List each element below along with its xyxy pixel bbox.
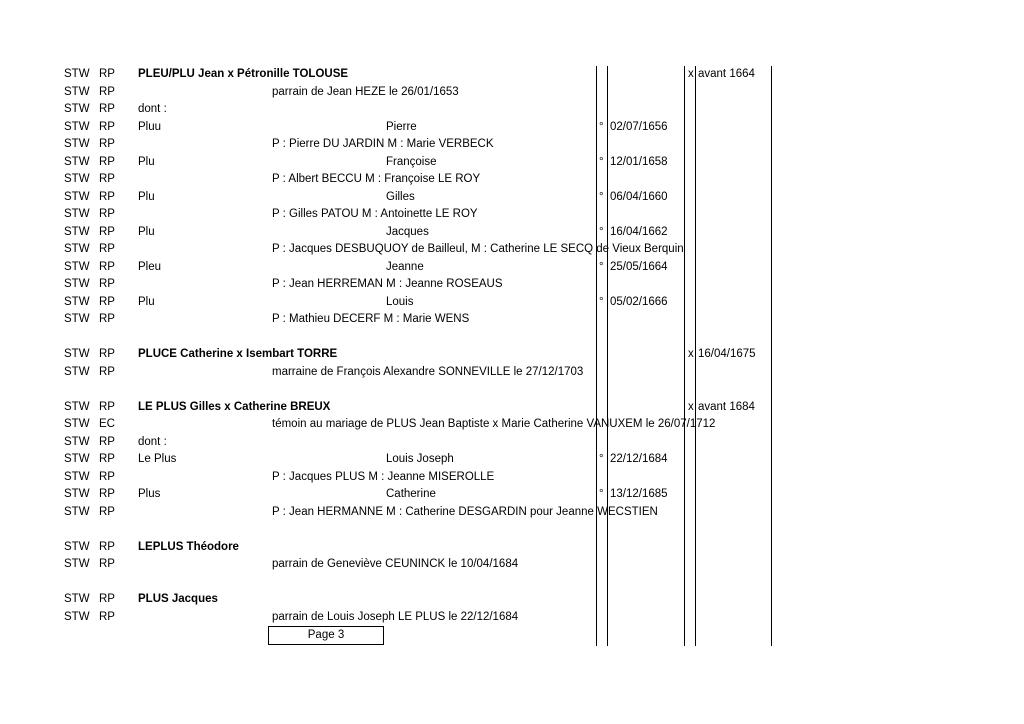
birth-symbol: ° bbox=[599, 190, 604, 203]
table-row bbox=[0, 469, 1024, 486]
blank-row bbox=[0, 329, 1024, 346]
given-name: Gilles bbox=[386, 190, 415, 203]
table-row bbox=[0, 416, 1024, 433]
register-type: RP bbox=[99, 103, 115, 115]
marriage-symbol: x bbox=[688, 68, 694, 80]
table-row bbox=[0, 119, 1024, 136]
table-row bbox=[0, 189, 1024, 206]
table-row bbox=[0, 241, 1024, 258]
table-row bbox=[0, 591, 1024, 608]
register-type: RP bbox=[99, 173, 115, 185]
marriage-symbol: x bbox=[688, 348, 694, 360]
given-name: Catherine bbox=[386, 488, 436, 500]
table-row bbox=[0, 206, 1024, 223]
given-name: Louis bbox=[386, 295, 414, 308]
table-row bbox=[0, 539, 1024, 556]
table-row bbox=[0, 154, 1024, 171]
register-type: RP bbox=[99, 470, 115, 483]
register-type: RP bbox=[99, 190, 115, 203]
register-type: RP bbox=[99, 120, 115, 133]
parish-code: STW bbox=[64, 138, 90, 150]
detail-text: parrain de Louis Joseph LE PLUS le 22/12/1684 bbox=[272, 610, 519, 623]
parish-code: STW bbox=[64, 68, 90, 80]
register-type: RP bbox=[99, 295, 115, 308]
parish-code: STW bbox=[64, 295, 90, 308]
parish-code: STW bbox=[64, 155, 90, 168]
baptism-date: 02/07/1656 bbox=[610, 120, 668, 133]
table-row bbox=[0, 84, 1024, 101]
table-row bbox=[0, 294, 1024, 311]
surname-or-heading: dont : bbox=[138, 103, 167, 115]
table-row bbox=[0, 451, 1024, 468]
given-name: Françoise bbox=[386, 155, 437, 168]
register-type: RP bbox=[99, 85, 115, 98]
parish-code: STW bbox=[64, 85, 90, 98]
baptism-date: 13/12/1685 bbox=[610, 488, 668, 500]
register-type: RP bbox=[99, 348, 115, 360]
given-name: Louis Joseph bbox=[386, 453, 454, 465]
parish-code: STW bbox=[64, 103, 90, 115]
baptism-date: 22/12/1684 bbox=[610, 453, 668, 465]
detail-text: P : Gilles PATOU M : Antoinette LE ROY bbox=[272, 208, 478, 220]
surname-or-heading: Plu bbox=[138, 190, 155, 203]
table-row bbox=[0, 504, 1024, 521]
table-row bbox=[0, 434, 1024, 451]
register-type: RP bbox=[99, 155, 115, 168]
parish-code: STW bbox=[64, 348, 90, 360]
register-type: RP bbox=[99, 558, 115, 570]
blank-row bbox=[0, 574, 1024, 591]
detail-text: P : Pierre DU JARDIN M : Marie VERBECK bbox=[272, 138, 494, 150]
register-type: RP bbox=[99, 243, 115, 255]
table-row bbox=[0, 259, 1024, 276]
parish-code: STW bbox=[64, 260, 90, 273]
surname-or-heading: LE PLUS Gilles x Catherine BREUX bbox=[138, 400, 331, 413]
register-type: RP bbox=[99, 453, 115, 465]
birth-symbol: ° bbox=[599, 155, 604, 168]
register-type: RP bbox=[99, 278, 115, 290]
baptism-date: 05/02/1666 bbox=[610, 295, 668, 308]
parish-code: STW bbox=[64, 610, 90, 623]
surname-or-heading: PLUCE Catherine x Isembart TORRE bbox=[138, 348, 338, 360]
surname-or-heading: Plus bbox=[138, 488, 161, 500]
birth-symbol: ° bbox=[599, 225, 604, 238]
surname-or-heading: Pluu bbox=[138, 120, 162, 133]
detail-text: P : Jacques DESBUQUOY de Bailleul, M : Catherine LE SECQ de Vieux Berquin bbox=[272, 243, 684, 255]
parish-code: STW bbox=[64, 243, 90, 255]
table-row bbox=[0, 276, 1024, 293]
marriage-date: avant 1684 bbox=[698, 400, 755, 413]
blank-row bbox=[0, 521, 1024, 538]
blank-row bbox=[0, 381, 1024, 398]
table-row bbox=[0, 364, 1024, 381]
register-type: RP bbox=[99, 488, 115, 500]
detail-text: P : Jean HERMANNE M : Catherine DESGARDIN pour Jeanne WECSTIEN bbox=[272, 505, 658, 518]
table-row bbox=[0, 136, 1024, 153]
detail-text: P : Albert BECCU M : Françoise LE ROY bbox=[272, 173, 481, 185]
surname-or-heading: dont : bbox=[138, 435, 167, 448]
parish-code: STW bbox=[64, 593, 90, 605]
birth-symbol: ° bbox=[599, 295, 604, 308]
register-type: RP bbox=[99, 540, 115, 553]
table-row bbox=[0, 101, 1024, 118]
surname-or-heading: PLUS Jacques bbox=[138, 593, 218, 605]
marriage-date: avant 1664 bbox=[698, 68, 755, 80]
parish-code: STW bbox=[64, 208, 90, 220]
parish-code: STW bbox=[64, 365, 90, 378]
given-name: Jacques bbox=[386, 225, 429, 238]
parish-code: STW bbox=[64, 173, 90, 185]
table-row bbox=[0, 486, 1024, 503]
parish-code: STW bbox=[64, 190, 90, 203]
table-row bbox=[0, 399, 1024, 416]
register-type: RP bbox=[99, 610, 115, 623]
parish-code: STW bbox=[64, 453, 90, 465]
table-row bbox=[0, 171, 1024, 188]
parish-code: STW bbox=[64, 540, 90, 553]
register-type: RP bbox=[99, 505, 115, 518]
register-type: RP bbox=[99, 225, 115, 238]
parish-code: STW bbox=[64, 313, 90, 325]
baptism-date: 12/01/1658 bbox=[610, 155, 668, 168]
baptism-date: 25/05/1664 bbox=[610, 260, 668, 273]
marriage-date: 16/04/1675 bbox=[698, 348, 756, 360]
parish-code: STW bbox=[64, 418, 90, 430]
detail-text: marraine de François Alexandre SONNEVILLE le 27/12/1703 bbox=[272, 365, 584, 378]
register-type: RP bbox=[99, 260, 115, 273]
parish-code: STW bbox=[64, 488, 90, 500]
birth-symbol: ° bbox=[599, 488, 604, 500]
register-type: RP bbox=[99, 68, 115, 80]
baptism-date: 06/04/1660 bbox=[610, 190, 668, 203]
table-row bbox=[0, 346, 1024, 363]
register-type: RP bbox=[99, 365, 115, 378]
parish-code: STW bbox=[64, 225, 90, 238]
table-row bbox=[0, 311, 1024, 328]
register-type: RP bbox=[99, 313, 115, 325]
detail-text: parrain de Jean HEZE le 26/01/1653 bbox=[272, 85, 459, 98]
table-row bbox=[0, 556, 1024, 573]
parish-code: STW bbox=[64, 120, 90, 133]
surname-or-heading: LEPLUS Théodore bbox=[138, 540, 239, 553]
birth-symbol: ° bbox=[599, 260, 604, 273]
register-type: RP bbox=[99, 138, 115, 150]
surname-or-heading: Plu bbox=[138, 155, 155, 168]
table-row bbox=[0, 66, 1024, 83]
table-row bbox=[0, 609, 1024, 626]
page-number-box: Page 3 bbox=[268, 626, 384, 645]
register-type: RP bbox=[99, 435, 115, 448]
register-type: EC bbox=[99, 418, 115, 430]
register-type: RP bbox=[99, 208, 115, 220]
birth-symbol: ° bbox=[599, 120, 604, 133]
detail-text: P : Jacques PLUS M : Jeanne MISEROLLE bbox=[272, 470, 495, 483]
given-name: Pierre bbox=[386, 120, 417, 133]
surname-or-heading: Plu bbox=[138, 295, 155, 308]
parish-code: STW bbox=[64, 470, 90, 483]
surname-or-heading: Pleu bbox=[138, 260, 162, 273]
parish-code: STW bbox=[64, 278, 90, 290]
parish-code: STW bbox=[64, 400, 90, 413]
given-name: Jeanne bbox=[386, 260, 424, 273]
detail-text: parrain de Geneviève CEUNINCK le 10/04/1684 bbox=[272, 558, 519, 570]
parish-code: STW bbox=[64, 435, 90, 448]
register-type: RP bbox=[99, 593, 115, 605]
baptism-date: 16/04/1662 bbox=[610, 225, 668, 238]
marriage-symbol: x bbox=[688, 400, 694, 413]
register-type: RP bbox=[99, 400, 115, 413]
birth-symbol: ° bbox=[599, 453, 604, 465]
surname-or-heading: PLEU/PLU Jean x Pétronille TOLOUSE bbox=[138, 68, 349, 80]
table-row bbox=[0, 224, 1024, 241]
surname-or-heading: Le Plus bbox=[138, 453, 177, 465]
detail-text: P : Jean HERREMAN M : Jeanne ROSEAUS bbox=[272, 278, 503, 290]
detail-text: témoin au mariage de PLUS Jean Baptiste x Marie Catherine VANUXEM le 26/07/1712 bbox=[272, 418, 716, 430]
detail-text: P : Mathieu DECERF M : Marie WENS bbox=[272, 313, 470, 325]
surname-or-heading: Plu bbox=[138, 225, 155, 238]
parish-code: STW bbox=[64, 505, 90, 518]
parish-code: STW bbox=[64, 558, 90, 570]
